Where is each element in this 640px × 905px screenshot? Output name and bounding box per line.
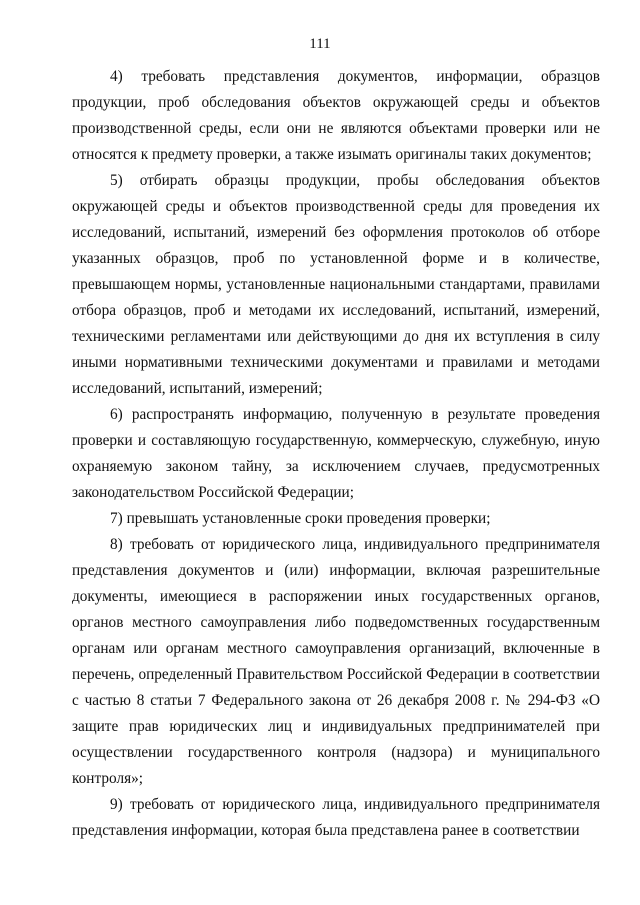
paragraph-item-8: 8) требовать от юридического лица, индивидуального предпринимателя представления документов и (или) информации, включая разрешительные документы, имеющиеся в распоряжении иных государственных органов, органов местного самоуправления либо подведомственных государственным органам или органам местного самоуправления организаций, включенные в перечень, определенный Правительством Российской Федерации в соответствии с частью 8 статьи 7 Федерального закона от 26 декабря 2008 г. № 294-ФЗ «О защите прав юридических лиц и индивидуальных предпринимателей при осуществлении государственного контроля (надзора) и муниципального контроля»; — [72, 536, 600, 787]
paragraph-item-9: 9) требовать от юридического лица, индивидуального предпринимателя представления информации, которая была представлена ранее в соответствии — [72, 796, 600, 839]
paragraph-item-4: 4) требовать представления документов, информации, образцов продукции, проб обследования объектов окружающей среды и объектов производственной среды, если они не являются объектами проверки или не относятся к предмету проверки, а также изымать оригиналы таких документов; — [72, 68, 600, 163]
document-body — [72, 64, 600, 844]
paragraph-item-5: 5) отбирать образцы продукции, пробы обследования объектов окружающей среды и объектов производственной среды для проведения их исследований, испытаний, измерений без оформления протоколов об отборе указанных образцов, проб по установленной форме и в количестве, превышающем нормы, установленные национальными стандартами, правилами отбора образцов, проб и методами их исследований, испытаний, измерений, техническими регламентами или действующими до дня их вступления в силу иными нормативными техническими документами и правилами и методами исследований, испытаний, измерений; — [72, 172, 600, 397]
paragraph-item-6: 6) распространять информацию, полученную в результате проведения проверки и составляющую государственную, коммерческую, служебную, иную охраняемую законом тайну, за исключением случаев, предусмотренных законодательством Российской Федерации; — [72, 406, 600, 501]
paragraph-item-7: 7) превышать установленные сроки проведения проверки; — [110, 510, 491, 527]
page-number: 111 — [309, 36, 331, 52]
